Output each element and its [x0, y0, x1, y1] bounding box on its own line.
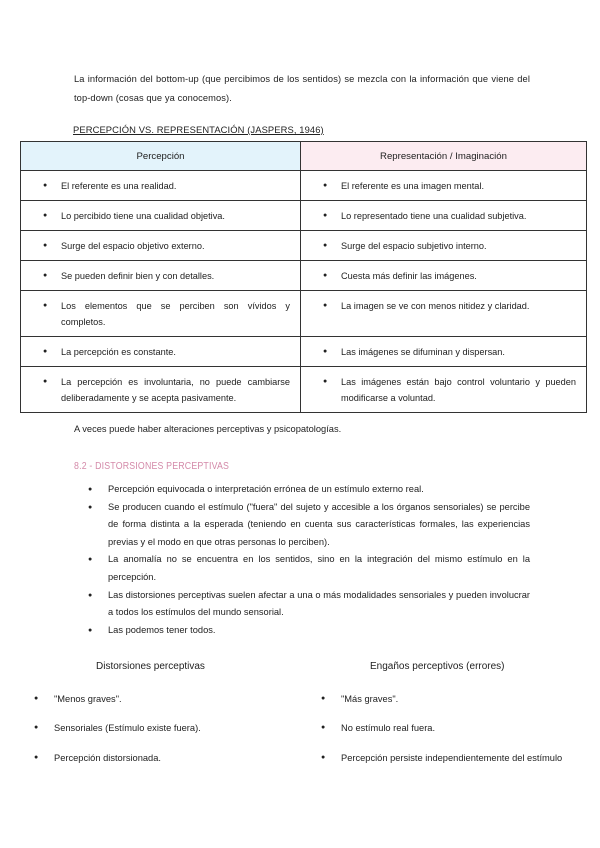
bullet-icon: ●	[43, 182, 48, 189]
table-cell	[301, 201, 587, 231]
table-row	[21, 231, 587, 261]
cell-text: El referente es una imagen mental.	[341, 181, 484, 191]
bullet-icon: ●	[321, 754, 326, 761]
left-item-text: "Menos graves".	[54, 694, 122, 704]
header-percepcion: Percepción	[21, 142, 301, 171]
cell-text: El referente es una realidad.	[61, 181, 177, 191]
table-row	[21, 337, 587, 367]
bullet-icon: ●	[88, 626, 93, 634]
bullet-icon: ●	[323, 348, 328, 355]
list-item-text: Percepción equivocada o interpretación errónea de un estímulo externo real.	[108, 484, 424, 494]
bullet-icon: ●	[323, 378, 328, 385]
left-item-text: Sensoriales (Estímulo existe fuera).	[54, 723, 201, 733]
cell-text: La percepción es constante.	[61, 347, 176, 357]
table-cell	[21, 201, 301, 231]
list-item-text: Las distorsiones perceptivas suelen afectar a una o más modalidades sensoriales y pueden involucrar a todos los estímulos del mundo sensorial.	[108, 589, 530, 618]
table-cell	[301, 231, 587, 261]
cell-text: Se pueden definir bien y con detalles.	[61, 271, 215, 281]
bullet-icon: ●	[43, 242, 48, 249]
section-title: 8.2 - DISTORSIONES PERCEPTIVAS	[74, 461, 230, 472]
list-item	[88, 481, 530, 499]
cell-text: Surge del espacio objetivo externo.	[61, 241, 205, 251]
list-item	[88, 551, 530, 586]
table-cell	[21, 367, 301, 413]
cell-text: Cuesta más definir las imágenes.	[341, 271, 477, 281]
right-column-item	[321, 691, 398, 707]
table-row	[21, 201, 587, 231]
section-bullet-list	[88, 481, 530, 639]
left-item-text: Percepción distorsionada.	[54, 753, 161, 763]
table-cell	[301, 367, 587, 413]
intro-paragraph: La información del bottom-up (que percibimos de los sentidos) se mezcla con la información que viene del top-down (cosas que ya conocemos).	[74, 74, 530, 103]
right-column-item	[321, 750, 562, 766]
table-row	[21, 171, 587, 201]
cell-text: La percepción es involuntaria, no puede cambiarse deliberadamente y se acepta pasivamente.	[61, 377, 290, 403]
table-cell	[21, 291, 301, 337]
bullet-icon: ●	[43, 212, 48, 219]
bullet-icon: ●	[323, 272, 328, 279]
bullet-icon: ●	[323, 242, 328, 249]
comparison-table	[20, 141, 587, 413]
bullet-icon: ●	[43, 302, 48, 309]
bullet-icon: ●	[323, 212, 328, 219]
list-item	[88, 499, 530, 552]
table-cell	[301, 291, 587, 337]
bullet-icon: ●	[321, 724, 326, 731]
right-column-title: Engaños perceptivos (errores)	[370, 661, 505, 672]
right-column-item	[321, 720, 435, 736]
table-cell	[301, 337, 587, 367]
bullet-icon: ●	[43, 348, 48, 355]
cell-text: Las imágenes se difuminan y dispersan.	[341, 347, 505, 357]
table-row	[21, 261, 587, 291]
left-column-item	[34, 750, 161, 766]
bullet-icon: ●	[34, 754, 39, 761]
left-column-item	[34, 720, 201, 736]
left-column-item	[34, 691, 122, 707]
table-cell	[21, 171, 301, 201]
right-item-text: "Más graves".	[341, 694, 399, 704]
table-title: PERCEPCIÓN VS. REPRESENTACIÓN (JASPERS, 1946)	[73, 124, 324, 135]
list-item-text: Se producen cuando el estímulo ("fuera" del sujeto y accesible a los órganos sensoriales) se percibe de forma distinta a la esperada (teniendo en cuenta sus características formales, las experiencias previas y el modo en que otras personas lo perciben).	[108, 501, 530, 547]
list-item	[88, 622, 530, 640]
table-cell	[301, 171, 587, 201]
bullet-icon: ●	[323, 182, 328, 189]
table-cell	[301, 261, 587, 291]
list-item-text: Las podemos tener todos.	[108, 624, 216, 635]
bullet-icon: ●	[323, 302, 328, 309]
cell-text: Surge del espacio subjetivo interno.	[341, 241, 487, 251]
cell-text: Las imágenes están bajo control voluntario y pueden modificarse a voluntad.	[341, 377, 576, 403]
list-item	[88, 587, 530, 622]
bullet-icon: ●	[88, 486, 93, 493]
bullet-icon: ●	[88, 503, 93, 511]
cell-text: La imagen se ve con menos nitidez y claridad.	[341, 301, 530, 311]
cell-text: Lo representado tiene una cualidad subjetiva.	[341, 211, 527, 221]
table-cell	[21, 261, 301, 291]
right-item-text: No estímulo real fuera.	[341, 723, 436, 733]
table-cell	[21, 231, 301, 261]
note-text: A veces puede haber alteraciones perceptivas y psicopatologías.	[74, 424, 342, 434]
cell-text: Los elementos que se perciben son vívidos y completos.	[61, 301, 290, 327]
list-item-text: La anomalía no se encuentra en los sentidos, sino en la integración del mismo estímulo en la percepción.	[108, 554, 530, 582]
left-column-title: Distorsiones perceptivas	[96, 661, 205, 672]
bullet-icon: ●	[34, 724, 39, 731]
right-item-text: Percepción persiste independientemente del estímulo	[341, 753, 563, 763]
table-row	[21, 291, 587, 337]
bullet-icon: ●	[88, 591, 93, 599]
bullet-icon: ●	[43, 272, 48, 279]
table-row	[21, 367, 587, 413]
bullet-icon: ●	[88, 556, 93, 564]
bullet-icon: ●	[43, 378, 48, 385]
bullet-icon: ●	[34, 695, 39, 702]
table-cell	[21, 337, 301, 367]
header-representacion: Representación / Imaginación	[301, 142, 587, 171]
table-header-row	[21, 142, 587, 171]
bullet-icon: ●	[321, 695, 326, 702]
cell-text: Lo percibido tiene una cualidad objetiva.	[61, 211, 225, 221]
